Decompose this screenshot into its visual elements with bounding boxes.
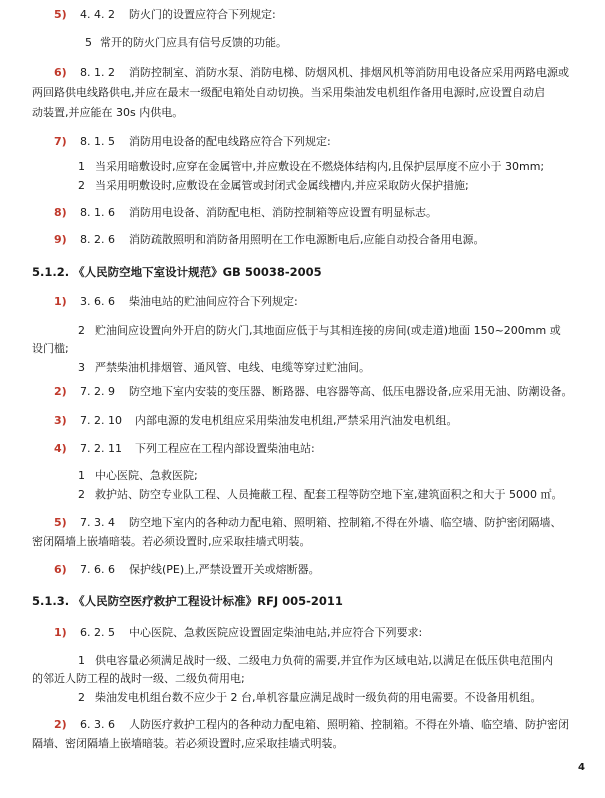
item-number: 9) [54, 233, 67, 246]
sub-number: 5 [85, 36, 92, 49]
sub-number: 1 [78, 654, 85, 667]
sub-number: 1 [78, 469, 85, 482]
sub-number: 2 [78, 488, 85, 501]
item-text: 防空地下室内安装的变压器、断路器、电容器等高、低压电器设备,应采用无油、防潮设备。 [129, 385, 573, 398]
clause-number: 7. 2. 10 [80, 414, 122, 427]
sub-text-cont: 设门槛; [32, 342, 69, 355]
item-number: 3) [54, 414, 67, 427]
item-text: 柴油电站的贮油间应符合下列规定: [129, 295, 298, 308]
item-text: 消防控制室、消防水泵、消防电梯、防烟风机、排烟风机等消防用电设备应采用两路电源或 [129, 66, 569, 79]
sub-number: 2 [78, 179, 85, 192]
item-text-cont: 隔墙、密闭隔墙上嵌墙暗装。若必须设置时,应采取挂墙式明装。 [32, 737, 344, 750]
item-text: 中心医院、急救医院应设置固定柴油电站,并应符合下列要求: [129, 626, 423, 639]
clause-number: 7. 6. 6 [80, 563, 115, 576]
sub-text: 中心医院、急救医院; [95, 469, 198, 482]
item-number: 8) [54, 206, 67, 219]
sub-text: 供电容量必须满足战时一级、二级电力负荷的需要,并宜作为区域电站,以满足在低压供电范围内 [95, 654, 553, 667]
clause-number: 6. 3. 6 [80, 718, 115, 731]
item-text: 消防用电设备、消防配电柜、消防控制箱等应设置有明显标志。 [129, 206, 437, 219]
clause-number: 7. 2. 9 [80, 385, 115, 398]
sub-number: 2 [78, 324, 85, 337]
item-number: 5) [54, 516, 67, 529]
sub-text: 柴油发电机组台数不应少于 2 台,单机容量应满足战时一级负荷的用电需要。不设备用机组。 [95, 691, 542, 704]
item-text: 人防医疗救护工程内的各种动力配电箱、照明箱、控制箱。不得在外墙、临空墙、防护密闭 [129, 718, 569, 731]
item-text: 消防疏散照明和消防备用照明在工作电源断电后,应能自动投合备用电源。 [129, 233, 485, 246]
item-text: 下列工程应在工程内部设置柴油电站: [135, 442, 315, 455]
sub-number: 3 [78, 361, 85, 374]
clause-number: 8. 1. 5 [80, 135, 115, 148]
page-number: 4 [578, 762, 585, 773]
clause-number: 6. 2. 5 [80, 626, 115, 639]
sub-number: 1 [78, 160, 85, 173]
item-number: 7) [54, 135, 67, 148]
clause-number: 8. 1. 2 [80, 66, 115, 79]
sub-text: 贮油间应设置向外开启的防火门,其地面应低于与其相连接的房间(或走道)地面 150~200mm 或 [95, 324, 561, 337]
sub-text: 严禁柴油机排烟管、通风管、电线、电缆等穿过贮油间。 [95, 361, 370, 374]
clause-number: 7. 3. 4 [80, 516, 115, 529]
item-number: 2) [54, 718, 67, 731]
item-number: 1) [54, 626, 67, 639]
item-number: 6) [54, 66, 67, 79]
item-text: 防空地下室内的各种动力配电箱、照明箱、控制箱,不得在外墙、临空墙、防护密闭隔墙、 [129, 516, 562, 529]
clause-number: 8. 1. 6 [80, 206, 115, 219]
sub-text: 常开的防火门应具有信号反馈的功能。 [100, 36, 287, 49]
sub-text: 当采用明敷设时,应敷设在金属管或封闭式金属线槽内,并应采取防火保护措施; [95, 179, 469, 192]
sub-text: 救护站、防空专业队工程、人员掩蔽工程、配套工程等防空地下室,建筑面积之和大于 5000 ㎡。 [95, 488, 563, 501]
sub-text: 当采用暗敷设时,应穿在金属管中,并应敷设在不燃烧体结构内,且保护层厚度不应小于 30mm; [95, 160, 545, 173]
section-heading: 5.1.3. 《人民防空医疗救护工程设计标准》RFJ 005-2011 [32, 594, 343, 608]
item-text: 防火门的设置应符合下列规定: [129, 8, 276, 21]
item-text-cont: 密闭隔墙上嵌墙暗装。若必须设置时,应采取挂墙式明装。 [32, 535, 311, 548]
item-text: 消防用电设备的配电线路应符合下列规定: [129, 135, 331, 148]
clause-number: 4. 4. 2 [80, 8, 115, 21]
item-number: 1) [54, 295, 67, 308]
item-text-cont: 动装置,并应能在 30s 内供电。 [32, 106, 184, 119]
item-number: 4) [54, 442, 67, 455]
clause-number: 7. 2. 11 [80, 442, 122, 455]
item-number: 6) [54, 563, 67, 576]
sub-number: 2 [78, 691, 85, 704]
clause-number: 3. 6. 6 [80, 295, 115, 308]
item-text: 内部电源的发电机组应采用柴油发电机组,严禁采用汽油发电机组。 [135, 414, 458, 427]
item-number: 5) [54, 8, 67, 21]
sub-text-cont: 的邻近人防工程的战时一级、二级负荷用电; [32, 672, 245, 685]
item-text: 保护线(PE)上,严禁设置开关或熔断器。 [129, 563, 320, 576]
item-text-cont: 两回路供电线路供电,并应在最末一级配电箱处自动切换。当采用柴油发电机组作备用电源时,应设置自动启 [32, 86, 545, 99]
clause-number: 8. 2. 6 [80, 233, 115, 246]
section-heading: 5.1.2. 《人民防空地下室设计规范》GB 50038-2005 [32, 265, 322, 279]
item-number: 2) [54, 385, 67, 398]
